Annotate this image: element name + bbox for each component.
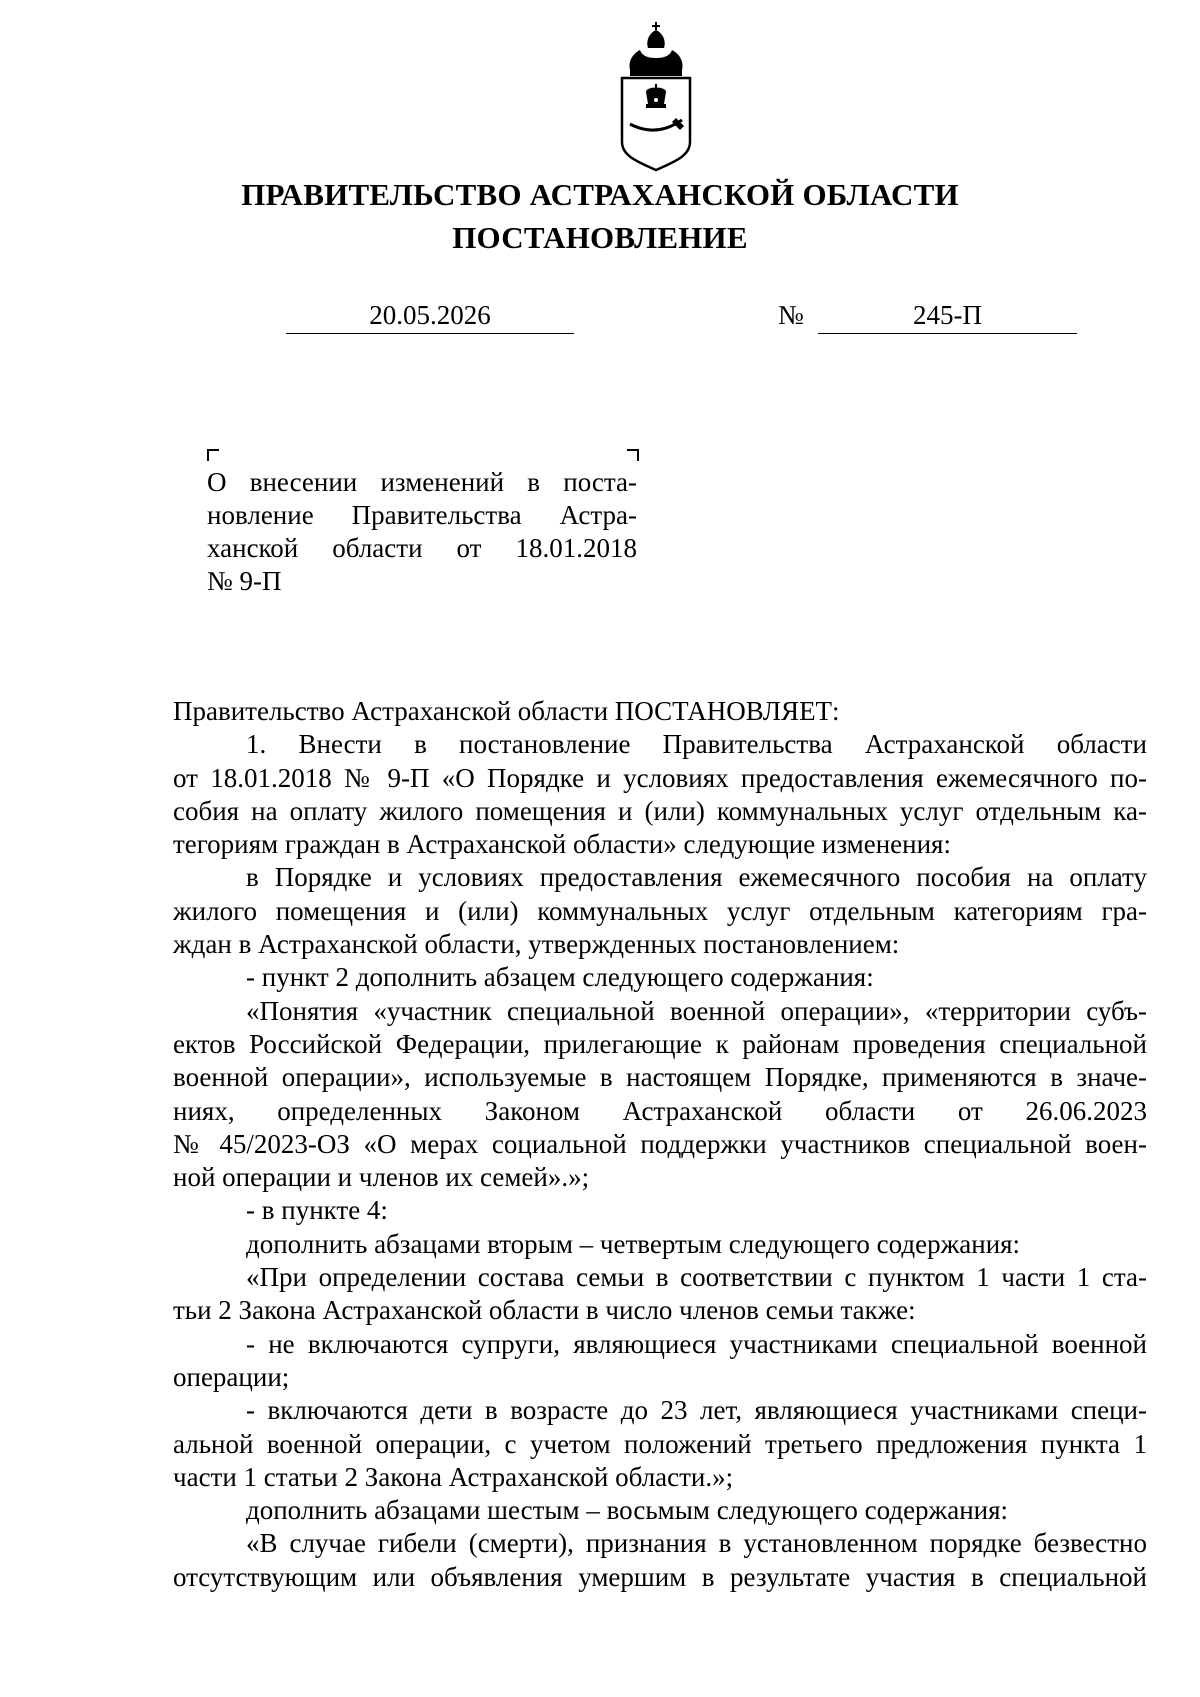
body-line: собия на оплату жилого помещения и (или) коммунальных услуг отдельным ка-	[173, 795, 1147, 826]
body-line: жилого помещения и (или) коммунальных услуг отдельным категориям гра-	[173, 895, 1147, 926]
body-line: ниях, определенных Законом Астраханской области от 26.06.2023	[173, 1095, 1147, 1126]
subject-corner-left	[207, 449, 219, 461]
document-date: 20.05.2026	[286, 300, 574, 334]
body-line: от 18.01.2018 № 9-П «О Порядке и условиях предоставления ежемесячного по-	[173, 762, 1147, 793]
body-line: - не включаются супруги, являющиеся участниками специальной военной	[246, 1328, 1147, 1359]
body-line: дополнить абзацами вторым – четвертым следующего содержания:	[246, 1228, 1021, 1259]
document-number: 245-П	[818, 300, 1077, 334]
subject-corner-right	[627, 449, 639, 461]
number-sign: №	[778, 300, 804, 330]
preamble-line: Правительство Астраханской области ПОСТАНОВЛЯЕТ:	[173, 696, 840, 726]
body-line: военной операции», используемые в настоящем Порядке, применяются в значе-	[173, 1062, 1147, 1093]
body-line: ной операции и членов их семей».»;	[173, 1162, 590, 1193]
coat-of-arms-emblem	[618, 20, 694, 172]
body-line: тегориям граждан в Астраханской области» следующие изменения:	[173, 829, 951, 860]
body-line: «Понятия «участник специальной военной операции», «территории субъ-	[246, 995, 1147, 1026]
body-line: 1. Внести в постановление Правительства Астраханской области	[246, 729, 1147, 760]
body-line: - включаются дети в возрасте до 23 лет, являющиеся участниками специ-	[246, 1395, 1147, 1426]
body-line: ектов Российской Федерации, прилегающие к районам проведения специальной	[173, 1028, 1147, 1059]
body-line: ждан в Астраханской области, утвержденных постановлением:	[173, 929, 900, 960]
subject-line: О внесении изменений в поста-	[207, 467, 637, 497]
subject-line: ханской области от 18.01.2018	[207, 533, 637, 563]
body-line: в Порядке и условиях предоставления ежемесячного пособия на оплату	[246, 862, 1147, 893]
body-line: - пункт 2 дополнить абзацем следующего содержания:	[246, 962, 874, 993]
body-line: тьи 2 Закона Астраханской области в число членов семьи также:	[173, 1295, 916, 1326]
body-line: операции;	[173, 1361, 290, 1392]
document-subject	[207, 466, 637, 598]
body-line: - в пункте 4:	[246, 1195, 388, 1226]
body-line: № 45/2023-ОЗ «О мерах социальной поддержки участников специальной воен-	[173, 1128, 1147, 1159]
document-body	[173, 695, 1147, 1594]
body-line: дополнить абзацами шестым – восьмым следующего содержания:	[246, 1495, 1009, 1526]
body-line: «При определении состава семьи в соответствии с пунктом 1 части 1 ста-	[246, 1262, 1147, 1293]
document-type-title: ПОСТАНОВЛЕНИЕ	[452, 220, 748, 255]
subject-line: № 9-П	[207, 566, 282, 596]
body-line: альной военной операции, с учетом положений третьего предложения пункта 1	[173, 1428, 1147, 1459]
government-title: ПРАВИТЕЛЬСТВО АСТРАХАНСКОЙ ОБЛАСТИ	[241, 177, 959, 212]
body-line: отсутствующим или объявления умершим в результате участия в специальной	[173, 1561, 1147, 1592]
body-line: части 1 статьи 2 Закона Астраханской области.»;	[173, 1461, 734, 1492]
body-line: «В случае гибели (смерти), признания в установленном порядке безвестно	[246, 1528, 1147, 1559]
subject-line: новление Правительства Астра-	[207, 500, 637, 530]
